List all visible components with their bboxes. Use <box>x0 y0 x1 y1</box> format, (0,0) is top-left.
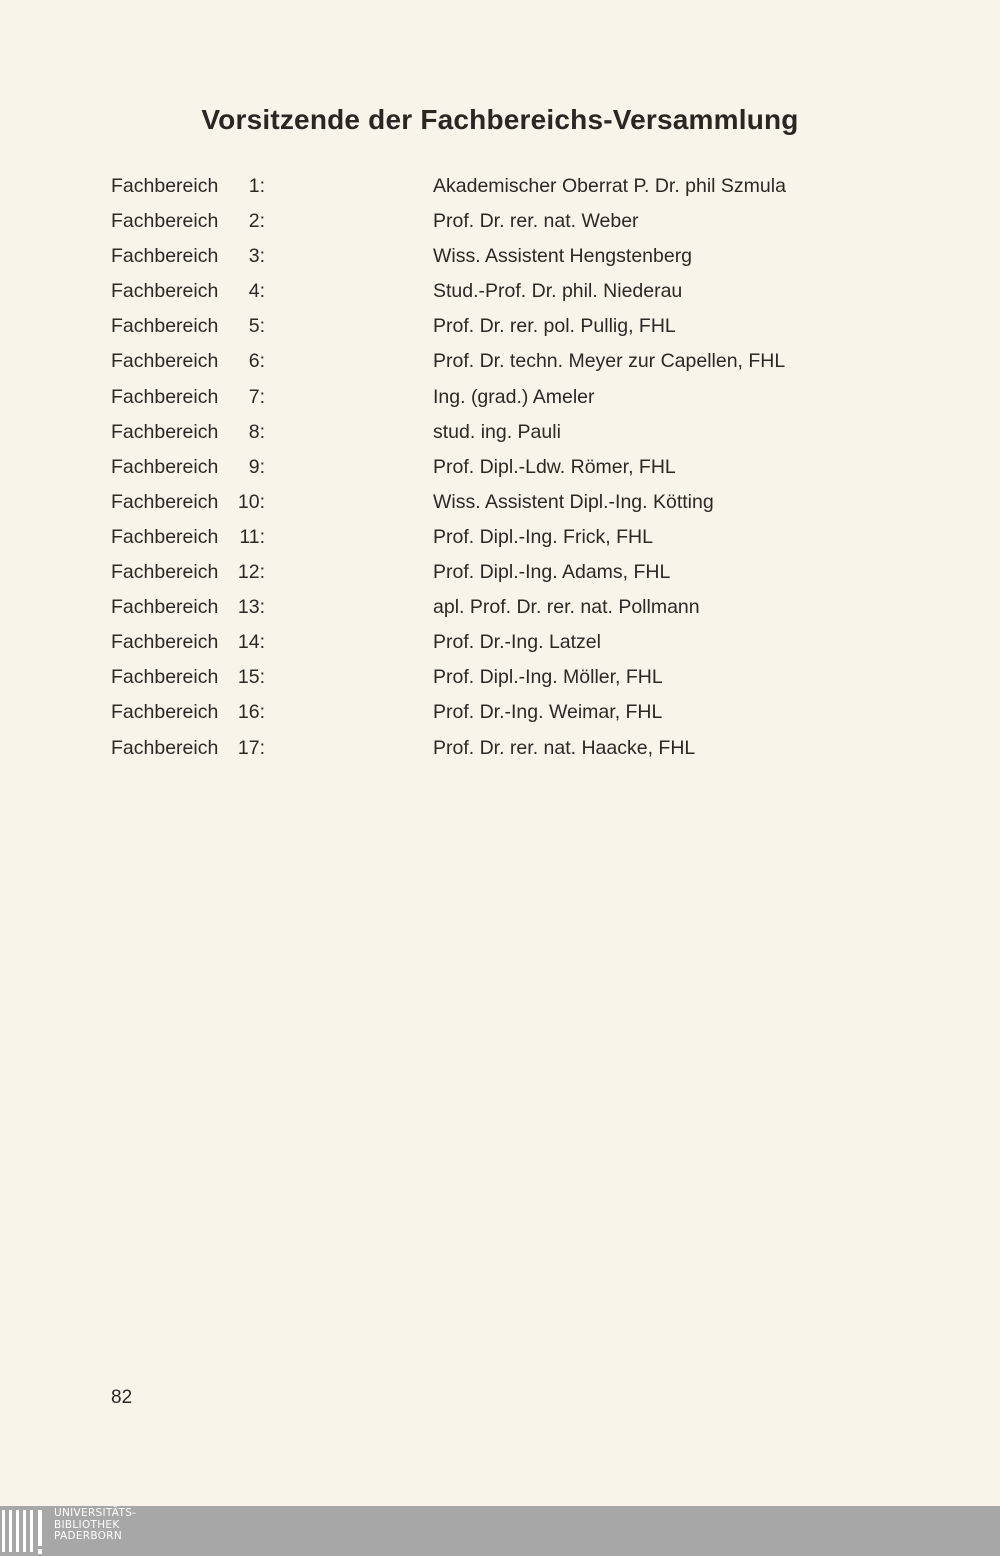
department-label: Fachbereich <box>111 280 219 303</box>
list-item <box>111 451 871 486</box>
department-label: Fachbereich <box>111 210 219 233</box>
department-label: Fachbereich <box>111 455 219 478</box>
department-number: 2: <box>248 210 265 233</box>
list-item <box>111 275 871 310</box>
department-label: Fachbereich <box>111 631 219 654</box>
logo-line: UNIVERSITÄTS- <box>54 1507 137 1519</box>
chair-name: Ing. (grad.) Ameler <box>433 385 595 408</box>
page-title: Vorsitzende der Fachbereichs-Versammlung <box>201 104 799 135</box>
department-number: 4: <box>248 280 265 303</box>
department-label: Fachbereich <box>111 385 219 408</box>
department-number: 11: <box>239 525 265 548</box>
list-item <box>111 626 871 661</box>
department-label: Fachbereich <box>111 525 219 548</box>
chair-name: Prof. Dipl.-Ing. Adams, FHL <box>433 561 671 584</box>
department-number: 12: <box>237 561 265 584</box>
department-number: 16: <box>237 701 265 724</box>
department-label: Fachbereich <box>111 420 219 443</box>
chair-name: Akademischer Oberrat P. Dr. phil Szmula <box>433 175 786 197</box>
department-label: Fachbereich <box>111 561 219 584</box>
chair-name: Stud.-Prof. Dr. phil. Niederau <box>433 280 683 303</box>
list-item <box>111 486 871 521</box>
chair-list <box>111 170 871 767</box>
library-logo <box>0 1506 160 1556</box>
department-number: 17: <box>237 736 265 759</box>
list-item <box>111 381 871 416</box>
department-label: Fachbereich <box>111 350 219 373</box>
department-label: Fachbereich <box>111 175 219 197</box>
chair-name: apl. Prof. Dr. rer. nat. Pollmann <box>433 596 700 619</box>
department-label: Fachbereich <box>111 490 219 513</box>
chair-name: Prof. Dr. rer. nat. Weber <box>433 210 639 233</box>
department-number: 5: <box>248 315 265 338</box>
department-label: Fachbereich <box>111 736 219 759</box>
department-number: 14: <box>237 631 265 654</box>
department-label: Fachbereich <box>111 701 219 724</box>
department-number: 10: <box>237 490 265 513</box>
chair-name: Wiss. Assistent Hengstenberg <box>433 245 693 268</box>
chair-name: Prof. Dipl.-Ing. Möller, FHL <box>433 666 663 689</box>
department-number: 7: <box>248 385 265 408</box>
chair-name: Prof. Dr.-Ing. Latzel <box>433 631 601 654</box>
list-item <box>111 591 871 626</box>
chair-name: Prof. Dr. rer. nat. Haacke, FHL <box>433 736 696 759</box>
department-label: Fachbereich <box>111 315 219 338</box>
department-number: 1: <box>248 175 265 197</box>
list-item <box>111 205 871 240</box>
department-number: 15: <box>237 666 265 689</box>
department-number: 9: <box>248 455 265 478</box>
footer-bar <box>0 1506 1000 1556</box>
list-item <box>111 240 871 275</box>
list-item <box>111 170 871 205</box>
list-item <box>111 732 871 767</box>
list-item <box>111 310 871 345</box>
list-item <box>111 416 871 451</box>
list-item <box>111 696 871 731</box>
chair-name: Prof. Dr. techn. Meyer zur Capellen, FHL <box>433 350 786 373</box>
list-item <box>111 661 871 696</box>
library-logo-text <box>54 1508 136 1543</box>
department-label: Fachbereich <box>111 245 219 268</box>
list-item <box>111 521 871 556</box>
chair-name: stud. ing. Pauli <box>433 420 561 443</box>
chair-name: Prof. Dipl.-Ing. Frick, FHL <box>433 525 653 548</box>
department-number: 3: <box>248 245 265 268</box>
department-number: 8: <box>248 420 265 443</box>
department-label: Fachbereich <box>111 596 219 619</box>
department-number: 6: <box>248 350 265 373</box>
department-number: 13: <box>237 596 265 619</box>
logo-line: PADERBORN <box>54 1530 122 1542</box>
department-label: Fachbereich <box>111 666 219 689</box>
chair-name: Prof. Dr.-Ing. Weimar, FHL <box>433 701 663 724</box>
list-item <box>111 556 871 591</box>
logo-line: BIBLIOTHEK <box>54 1518 120 1531</box>
chair-name: Prof. Dipl.-Ldw. Römer, FHL <box>433 455 676 478</box>
chair-name: Prof. Dr. rer. pol. Pullig, FHL <box>433 315 676 338</box>
page-number: 82 <box>111 1387 133 1408</box>
chair-name: Wiss. Assistent Dipl.-Ing. Kötting <box>433 490 714 513</box>
library-barcode-logo-icon <box>2 1510 48 1556</box>
list-item <box>111 345 871 380</box>
